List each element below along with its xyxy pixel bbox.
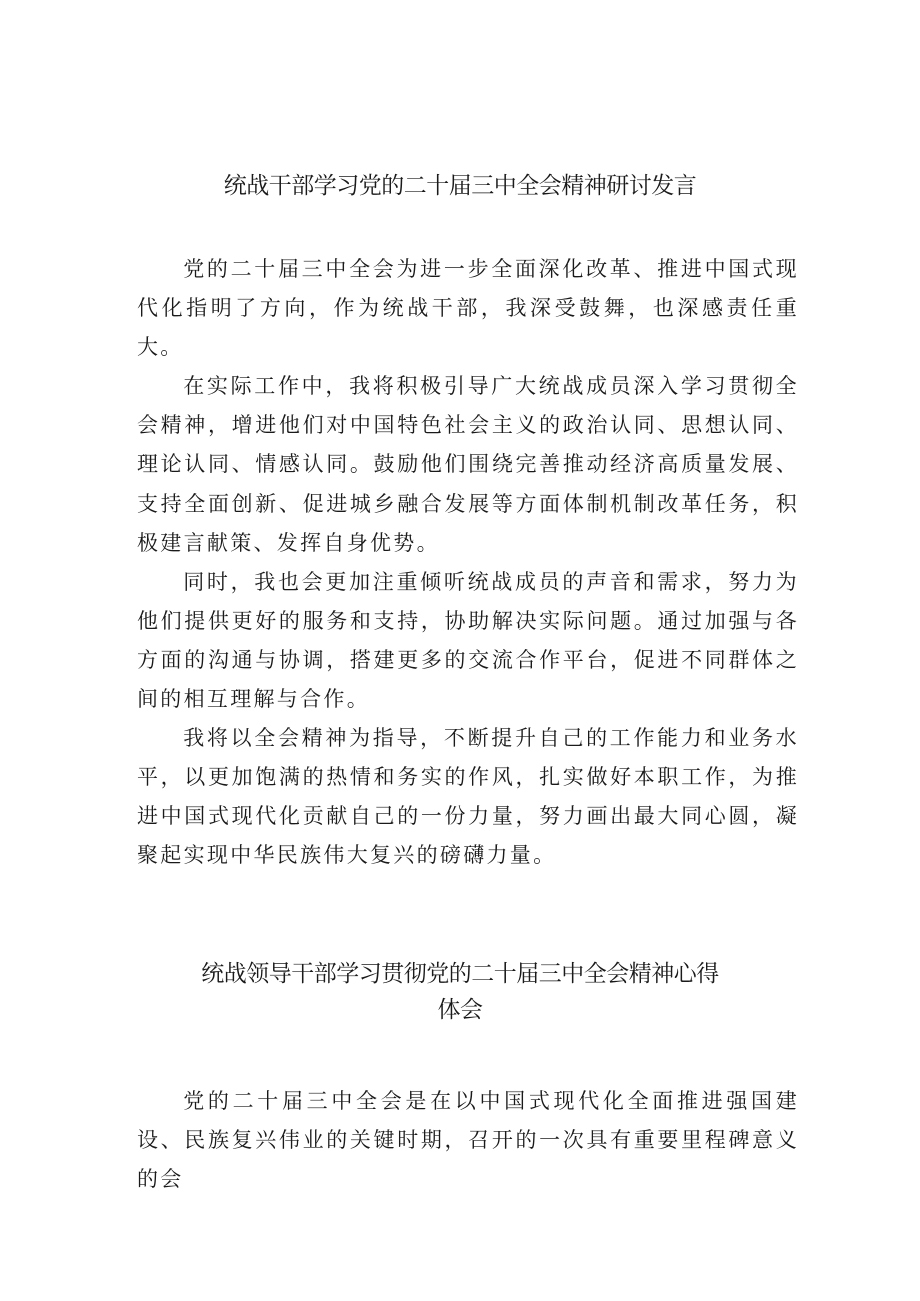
section-2-title bbox=[0, 956, 920, 1028]
section-1-title bbox=[0, 168, 920, 204]
section-1-paragraph-2: 在实际工作中，我将积极引导广大统战成员深入学习贯彻全会精神，增进他们对中国特色社会主义的政治认同、思想认同、理论认同、情感认同。鼓励他们围绕完善推动经济高质量发展、支持全面创新、促进城乡融合发展等方面体制机制改革任务，积极建言献策、发挥自身优势。 bbox=[137, 374, 799, 555]
section-2-paragraph-1: 党的二十届三中全会是在以中国式现代化全面推进强国建设、民族复兴伟业的关键时期，召开的一次具有重要里程碑意义的会 bbox=[137, 1089, 799, 1192]
section-1-title-line: 统战干部学习党的二十届三中全会精神研讨发言 bbox=[223, 173, 697, 199]
section-2-body bbox=[137, 1082, 799, 1199]
section-1-paragraph-1: 党的二十届三中全会为进一步全面深化改革、推进中国式现代化指明了方向，作为统战干部，我深受鼓舞，也深感责任重大。 bbox=[137, 257, 799, 360]
section-2-title-line-1: 统战领导干部学习贯彻党的二十届三中全会精神心得 bbox=[201, 961, 719, 987]
section-1-body bbox=[137, 250, 799, 876]
section-1-paragraph-3: 同时，我也会更加注重倾听统战成员的声音和需求，努力为他们提供更好的服务和支持，协助解决实际问题。通过加强与各方面的沟通与协调，搭建更多的交流合作平台，促进不同群体之间的相互理解与合作。 bbox=[137, 569, 799, 712]
section-2-title-line-2: 体会 bbox=[437, 997, 483, 1023]
section-1-paragraph-4: 我将以全会精神为指导，不断提升自己的工作能力和业务水平，以更加饱满的热情和务实的作风，扎实做好本职工作，为推进中国式现代化贡献自己的一份力量，努力画出最大同心圆，凝聚起实现中华民族伟大复兴的磅礴力量。 bbox=[137, 726, 799, 868]
